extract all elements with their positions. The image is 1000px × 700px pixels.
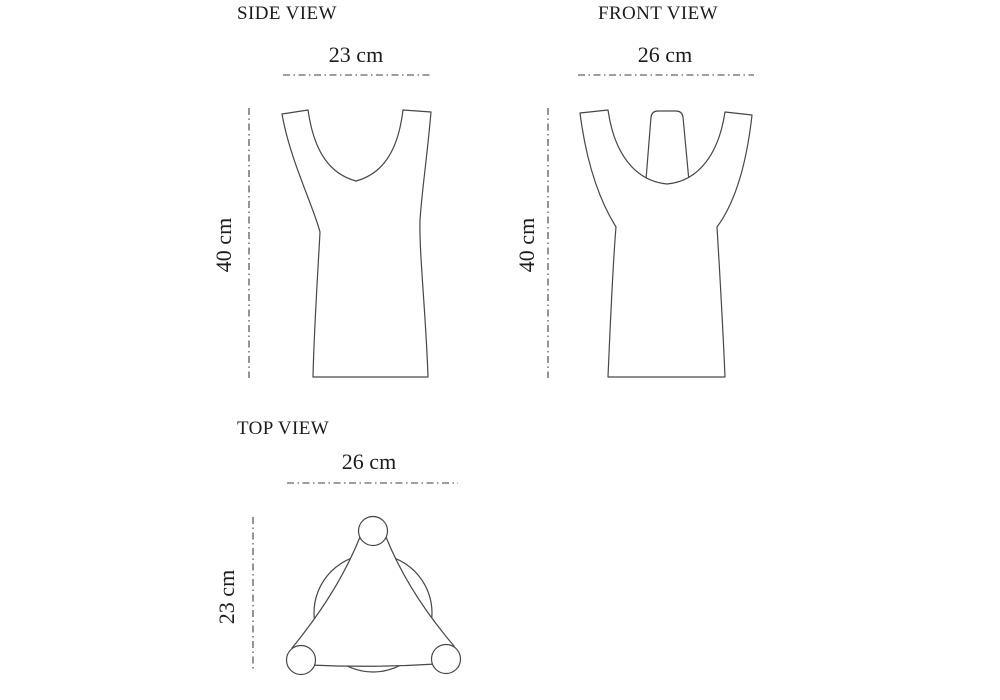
front-view-title: FRONT VIEW — [598, 3, 718, 24]
top-view-width-label: 26 cm — [341, 449, 397, 474]
side-view-title: SIDE VIEW — [237, 3, 337, 24]
top-view-top-leg-circle — [359, 517, 388, 546]
side-view-width-label: 23 cm — [328, 42, 384, 67]
side-view-drawing — [249, 75, 432, 378]
front-view-width-label: 26 cm — [637, 42, 693, 67]
top-view-left-leg-circle — [287, 646, 316, 675]
side-view-height-label: 40 cm — [211, 217, 236, 273]
top-view-right-leg-circle — [432, 645, 461, 674]
front-view-drawing — [548, 75, 754, 378]
top-view-drawing — [253, 483, 461, 675]
top-view-title: TOP VIEW — [237, 418, 330, 439]
side-view-silhouette — [282, 110, 431, 377]
top-view-height-label: 23 cm — [214, 569, 239, 625]
front-view-height-label: 40 cm — [514, 217, 539, 273]
front-view-silhouette — [580, 110, 752, 377]
top-view-leg-triangle — [292, 537, 454, 666]
